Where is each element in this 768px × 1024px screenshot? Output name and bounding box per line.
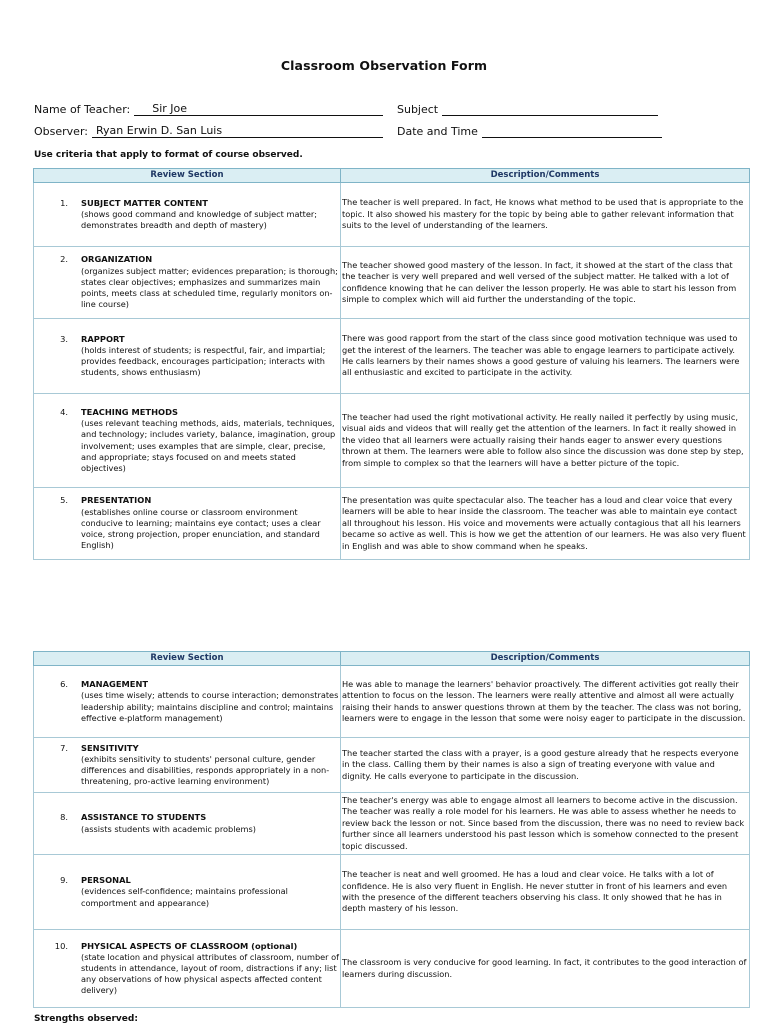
- comment-cell[interactable]: The presentation was quite spectacular also. The teacher has a loud and clear voice that every learners will be able to hear inside the classroom. The teacher was able to maintain eye contact all throughout his lesson. His voice and movements were actually contagious that all his learners became so active as well. This is how we get the attention of our learners. He was also very fluent in English and was able to show command when he speaks.: [341, 488, 750, 560]
- section-title: MANAGEMENT: [81, 679, 149, 690]
- form-title: Classroom Observation Form: [280, 58, 488, 73]
- comment-cell[interactable]: The teacher started the class with a prayer, is a good gesture already that he respects everyone in the class. Calling them by their names is also a sign of treating everyone with value and dignity. He calls everyone to participate in the discussion.: [341, 738, 750, 793]
- review-section-cell: [34, 319, 341, 394]
- section-description: (uses time wisely; attends to course interaction; demonstrates leadership ability; maintains discipline and control; maintains effective e-platform management): [81, 690, 339, 723]
- comment-cell[interactable]: The classroom is very conducive for good learning. In fact, it contributes to the good interaction of learners during discussion.: [341, 930, 750, 1008]
- section-title: PERSONAL: [81, 875, 131, 886]
- observer-value[interactable]: Ryan Erwin D. San Luis: [92, 124, 383, 138]
- review-section-cell: [34, 738, 341, 793]
- table-row: [34, 183, 750, 247]
- section-title: RAPPORT: [81, 333, 125, 344]
- section-description: (exhibits sensitivity to students' personal culture, gender differences and disabilities, responds appropriately in a non-threatening, pro-active learning environment): [81, 753, 330, 787]
- teacher-field: [34, 102, 383, 116]
- review-section-header: Review Section: [34, 169, 341, 183]
- review-section-cell: [34, 930, 341, 1008]
- date-field: [397, 124, 662, 138]
- section-number: 6.: [60, 679, 68, 690]
- form-header-fields: [34, 94, 734, 138]
- table-row: [34, 930, 750, 1008]
- review-section-cell: [34, 488, 341, 560]
- comment-cell[interactable]: There was good rapport from the start of the class since good motivation technique was used to get the interest of the learners. The teacher was able to engage learners to participate actively. He calls learners by their names shows a good gesture of valuing his learners. The learners were all enthusiastic and excited to participate in the activity.: [341, 319, 750, 394]
- table-row: [34, 488, 750, 560]
- section-description: (assists students with academic problems): [81, 823, 256, 834]
- review-table-2: [33, 651, 750, 1008]
- section-title: ORGANIZATION: [81, 254, 153, 265]
- section-description: (state location and physical attributes of classroom, number of students in attendance, layout of room, distractions if any; list any observations of how physical aspects affected content delivery): [81, 951, 340, 996]
- section-description: (evidences self-confidence; maintains professional comportment and appearance): [81, 886, 288, 908]
- teacher-label: Name of Teacher:: [34, 103, 131, 116]
- observer-field: [34, 124, 383, 138]
- teacher-value[interactable]: Sir Joe: [134, 102, 383, 116]
- comment-cell[interactable]: The teacher showed good mastery of the lesson. In fact, it showed at the start of the class that the teacher is very well prepared and well versed of the subject matter. He talked with a lot of confidence knowing that he can deliver the lesson properly. He was able to start his lesson from simple to complex which will aid further the understanding of the topic.: [341, 247, 750, 319]
- subject-value[interactable]: [442, 102, 658, 116]
- section-title: SENSITIVITY: [81, 742, 139, 753]
- review-section-cell: [34, 183, 341, 247]
- comments-header: Description/Comments: [341, 169, 750, 183]
- section-number: 1.: [60, 197, 68, 208]
- review-table-1: [33, 168, 750, 560]
- review-section-cell: [34, 394, 341, 488]
- instruction-text: Use criteria that apply to format of course observed.: [34, 150, 303, 160]
- comment-cell[interactable]: The teacher's energy was able to engage almost all learners to become active in the discussion. The teacher was really a role model for his learners. He was able to assess whether he needs to review back the lesson or not. Since based from the discussion, there was no need to review back further since all learners understood his past lesson which is somehow connected to the present topic discussed.: [341, 793, 750, 855]
- section-description: (holds interest of students; is respectful, fair, and impartial; provides feedback, encourages participation; interacts with students, shows enthusiasm): [81, 344, 326, 378]
- review-section-cell: [34, 666, 341, 738]
- review-section-header: Review Section: [34, 652, 341, 666]
- section-title: PHYSICAL ASPECTS OF CLASSROOM (optional): [81, 940, 298, 951]
- section-number: 10.: [54, 940, 68, 951]
- table-row: [34, 738, 750, 793]
- comments-header: Description/Comments: [341, 652, 750, 666]
- table-row: [34, 247, 750, 319]
- section-description: (establishes online course or classroom environment conducive to learning; maintains eye contact; uses a clear voice, strong projection, proper enunciation, and standard English): [81, 506, 321, 551]
- comment-cell[interactable]: He was able to manage the learners' behavior proactively. The different activities got really their attention to focus on the lesson. The learners were really attentive and almost all were actually raising their hands to answer questions thrown at them by the teacher. The class was not boring, learners were to engage in the lesson that some were noisy eager to participate in the discussion.: [341, 666, 750, 738]
- section-description: (shows good command and knowledge of subject matter; demonstrates breadth and depth of mastery): [81, 208, 318, 231]
- table-row: [34, 319, 750, 394]
- subject-field: [397, 102, 658, 116]
- observer-label: Observer:: [34, 125, 88, 138]
- date-label: Date and Time: [397, 125, 478, 138]
- review-section-cell: [34, 793, 341, 855]
- table-row: [34, 666, 750, 738]
- subject-label: Subject: [397, 103, 439, 116]
- section-number: 7.: [60, 742, 68, 753]
- section-number: 8.: [60, 812, 68, 823]
- table-row: [34, 394, 750, 488]
- section-number: 3.: [60, 333, 68, 344]
- section-description: (uses relevant teaching methods, aids, materials, techniques, and technology; includes variety, balance, imagination, group involvement; uses examples that are simple, clear, precise, and appropriate; stays focused on and meets stated objectives): [81, 418, 336, 473]
- section-number: 2.: [60, 254, 68, 265]
- table-row: [34, 855, 750, 930]
- review-section-cell: [34, 855, 341, 930]
- section-description: (organizes subject matter; evidences preparation; is thorough; states clear objectives; emphasizes and summarizes main points, meets class at scheduled time, regularly monitors on-line course): [81, 265, 338, 310]
- date-value[interactable]: [482, 124, 662, 138]
- section-number: 4.: [60, 406, 68, 417]
- section-title: PRESENTATION: [81, 495, 152, 506]
- section-title: SUBJECT MATTER CONTENT: [81, 197, 208, 208]
- section-title: ASSISTANCE TO STUDENTS: [81, 812, 207, 823]
- comment-cell[interactable]: The teacher is well prepared. In fact, He knows what method to be used that is appropriate to the topic. It also showed his mastery for the topic by being able to gather relevant information that suits to the level of understanding of the learners.: [341, 183, 750, 247]
- section-title: TEACHING METHODS: [81, 406, 178, 417]
- comment-cell[interactable]: The teacher is neat and well groomed. He has a loud and clear voice. He talks with a lot of confidence. He is also very fluent in English. He never stutter in front of his learners and even with the presence of the different teachers observing his class. It only showed that he has in depth mastery of his lesson.: [341, 855, 750, 930]
- review-section-cell: [34, 247, 341, 319]
- table-row: [34, 793, 750, 855]
- section-number: 5.: [60, 495, 68, 506]
- strengths-label: Strengths observed:: [34, 1014, 138, 1024]
- section-number: 9.: [60, 875, 68, 886]
- comment-cell[interactable]: The teacher had used the right motivational activity. He really nailed it perfectly by using music, visual aids and videos that will really get the attention of the learners. In fact it really showed in the video that all learners were actually raising their hands eager to answer every questions thrown at them. The learners were able to follow also since the discussion was done step by step, from simple to complex so that the learners will have a better picture of the topic.: [341, 394, 750, 488]
